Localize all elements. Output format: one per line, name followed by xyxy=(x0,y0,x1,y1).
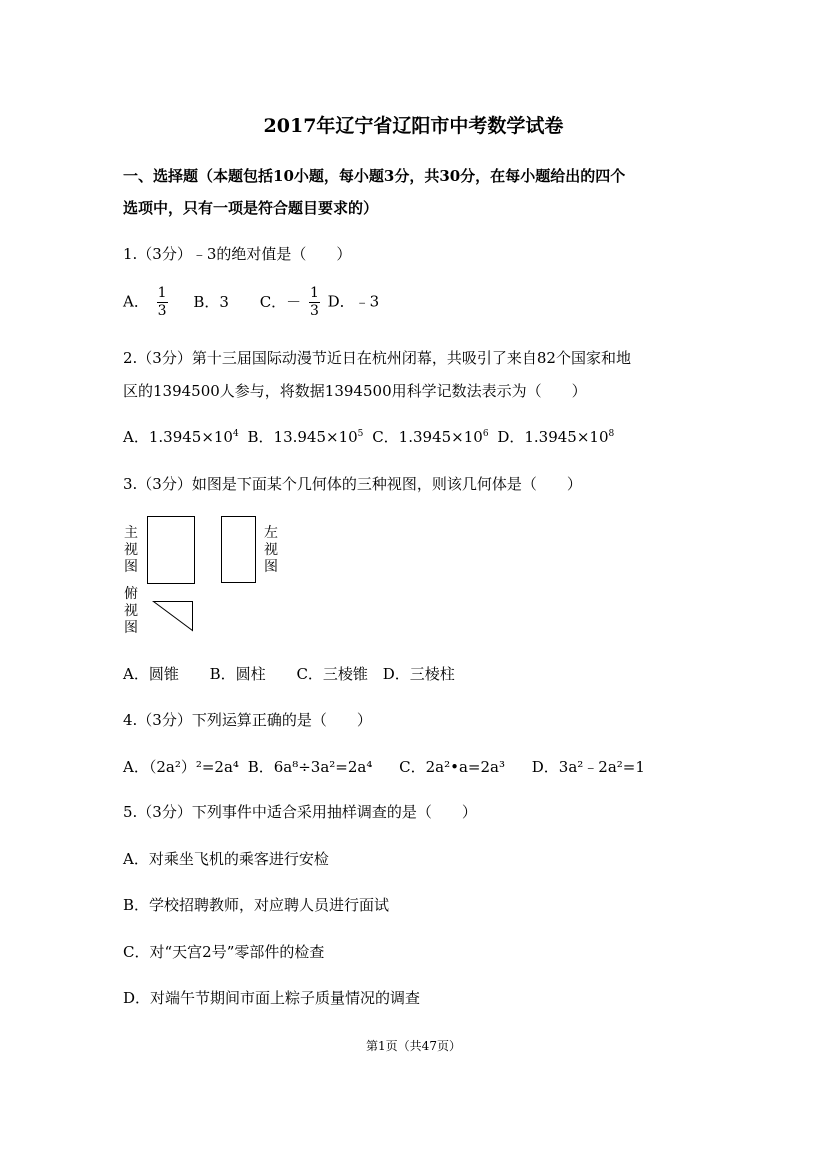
q2-option-a-base: A．1.3945×10 xyxy=(123,428,233,446)
page-footer: 第1页（共47页） xyxy=(366,1039,461,1053)
q5-stem: 5.（3分）下列事件中适合采用抽样调查的是（ ） xyxy=(123,803,477,821)
q3-option-c: C．三棱锥 xyxy=(296,665,368,683)
side-view-rectangle xyxy=(222,517,256,583)
q5-option-d: D．对端午节期间市面上粽子质量情况的调查 xyxy=(123,989,421,1007)
q2-option-c-base: C．1.3945×10 xyxy=(372,428,483,446)
q2-option-d-base: D．1.3945×10 xyxy=(497,428,609,446)
q5-option-c: C．对“天宫2号”零部件的检查 xyxy=(123,943,325,961)
fraction-denominator: 3 xyxy=(157,303,167,319)
q3-stem: 3.（3分）如图是下面某个几何体的三种视图，则该几何体是（ ） xyxy=(123,475,582,493)
q1-option-b: B．3 xyxy=(193,292,229,311)
q2-stem-line2: 区的1394500人参与，将数据1394500用科学记数法表示为（ ） xyxy=(123,382,587,400)
side-view-label: 左视图 xyxy=(264,525,278,575)
q4-option-b: B．6a⁸÷3a²=2a⁴ xyxy=(247,758,373,776)
q4-stem: 4.（3分）下列运算正确的是（ ） xyxy=(123,711,372,729)
q1-stem: 1.（3分）﹣3的绝对值是（ ） xyxy=(123,245,352,263)
q3-options xyxy=(123,663,455,684)
q4-option-d: D．3a²﹣2a²=1 xyxy=(531,758,645,776)
section-heading-line1: 一、选择题（本题包括10小题，每小题3分，共30分，在每小题给出的四个 xyxy=(123,167,626,185)
q1-option-c-fraction xyxy=(309,285,320,320)
front-view-rectangle xyxy=(148,517,195,584)
q2-option-b-exponent: 5 xyxy=(357,429,364,439)
q5-option-b: B．学校招聘教师，对应聘人员进行面试 xyxy=(123,896,390,914)
q3-option-a: A．圆锥 xyxy=(123,665,179,683)
q1-options xyxy=(123,285,379,320)
q1-option-d: D．﹣3 xyxy=(327,292,380,311)
top-view-triangle xyxy=(154,602,193,631)
section-heading-line2: 选项中，只有一项是符合题目要求的） xyxy=(123,199,379,217)
q5-option-a: A．对乘坐飞机的乘客进行安检 xyxy=(123,850,329,868)
fraction-denominator: 3 xyxy=(309,303,319,319)
q3-option-d: D．三棱柱 xyxy=(382,665,455,683)
q2-option-c-exponent: 6 xyxy=(482,429,489,439)
q4-option-a: A．（2a²）²=2a⁴ xyxy=(123,758,239,776)
page-title: 2017年辽宁省辽阳市中考数学试卷 xyxy=(263,115,564,137)
q2-options xyxy=(123,426,614,447)
q3-option-b: B．圆柱 xyxy=(209,665,266,683)
three-views-figure xyxy=(140,510,270,640)
q4-option-c: C．2a²•a=2a³ xyxy=(399,758,505,776)
q2-option-d-exponent: 8 xyxy=(608,429,615,439)
q1-option-a-label: A． xyxy=(123,292,149,311)
q2-option-d xyxy=(497,428,614,446)
q1-option-c-label: C．－ xyxy=(259,292,302,311)
fraction-numerator: 1 xyxy=(157,285,167,301)
fraction-numerator: 1 xyxy=(309,285,319,301)
q2-option-a-exponent: 4 xyxy=(232,429,239,439)
q2-option-a xyxy=(123,428,239,446)
q2-option-b-base: B．13.945×10 xyxy=(247,428,358,446)
q4-options xyxy=(123,756,645,777)
q1-option-a-fraction xyxy=(157,285,168,320)
q2-option-c xyxy=(372,428,488,446)
top-view-label: 俯视图 xyxy=(124,586,138,636)
q2-option-b xyxy=(248,428,364,446)
front-view-label: 主视图 xyxy=(124,525,138,575)
q2-stem-line1: 2.（3分）第十三届国际动漫节近日在杭州闭幕，共吸引了来自82个国家和地 xyxy=(123,349,631,367)
